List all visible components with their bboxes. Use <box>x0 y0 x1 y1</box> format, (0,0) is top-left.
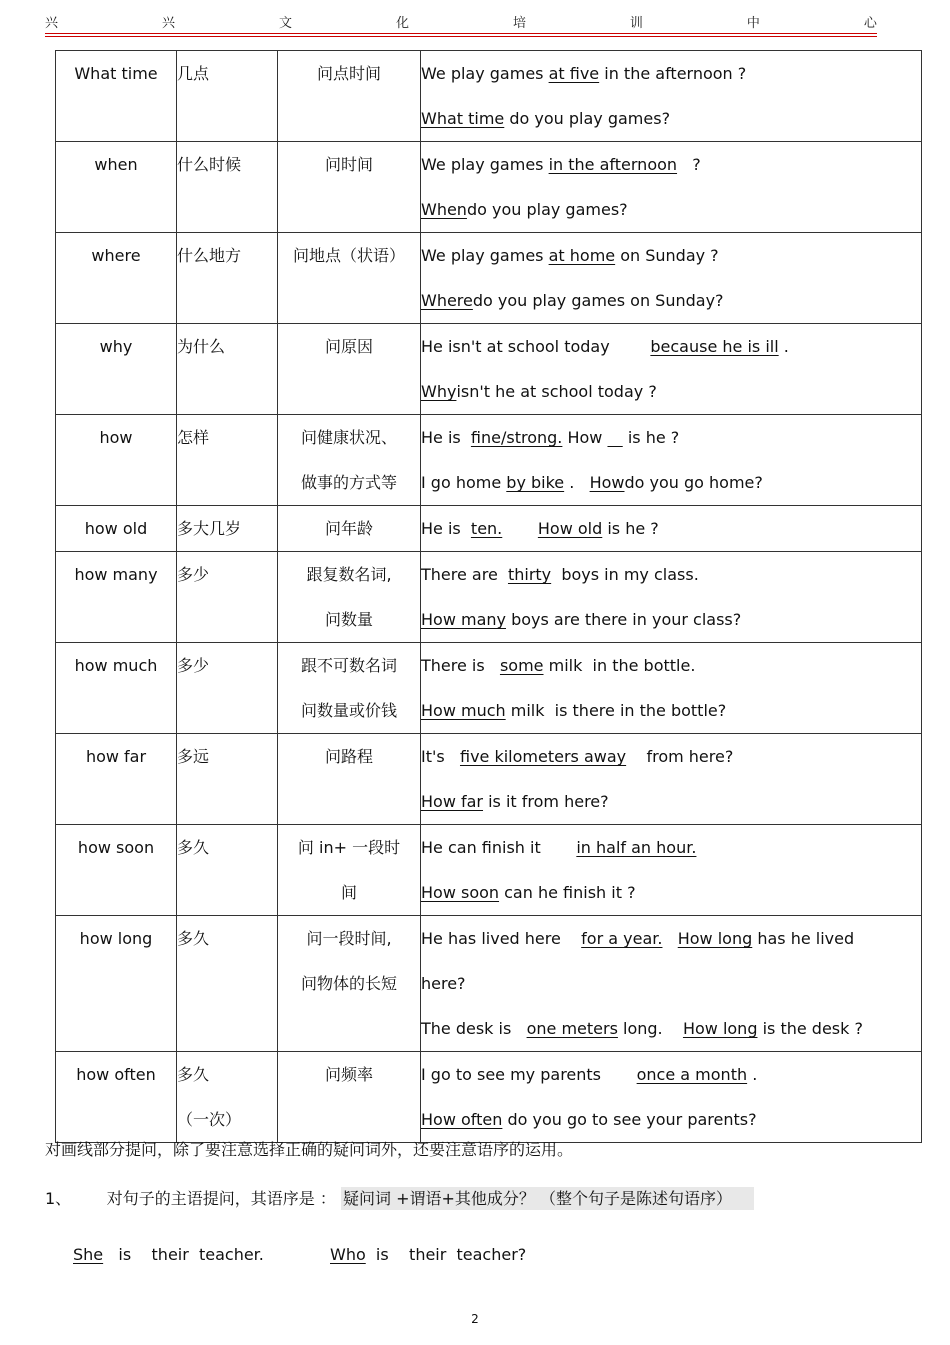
question-word-table <box>55 50 922 1143</box>
usage-line: 问年龄 <box>324 519 373 538</box>
sentence-text: is he ? <box>622 428 680 447</box>
example-line <box>421 187 921 232</box>
sentence-text: can he finish it ? <box>499 883 636 902</box>
example-line <box>421 916 921 961</box>
example-cell <box>421 643 922 734</box>
table-row <box>56 142 922 233</box>
example-line <box>421 369 921 414</box>
sentence-text: from here? <box>626 747 734 766</box>
underlined-answer: How long <box>677 929 753 948</box>
usage-cell <box>278 415 421 506</box>
meaning: 什么时候 <box>177 155 242 174</box>
sentence-text: We play games <box>421 155 549 174</box>
usage-cell <box>278 233 421 324</box>
usage-line: 问路程 <box>324 747 373 766</box>
example-line <box>421 552 921 597</box>
meaning-cell <box>177 324 278 415</box>
underlined-answer: once a month <box>636 1065 748 1084</box>
sentence-text: here? <box>421 974 466 993</box>
example-cell <box>421 51 922 142</box>
table-row <box>56 916 922 1052</box>
question-word: how many <box>74 565 158 584</box>
underlined-answer: by bike <box>506 473 565 492</box>
sentence-text: milk is there in the bottle? <box>505 701 727 720</box>
meaning-cell <box>177 1052 278 1143</box>
example-sentence <box>73 1245 526 1264</box>
question-word: how much <box>74 656 158 675</box>
meaning-cell <box>177 506 278 552</box>
sentence-text: do you go to see your parents? <box>502 1110 757 1129</box>
example-line <box>421 142 921 187</box>
sentence-text: I go home <box>421 473 507 492</box>
header-rule-secondary <box>45 36 877 37</box>
example-line <box>421 734 921 779</box>
question-word: when <box>94 155 138 174</box>
underlined-answer: How long <box>682 1019 758 1038</box>
usage-line: 问一段时间, <box>306 929 392 948</box>
sentence-text: He isn't at school today <box>421 337 651 356</box>
sentence-text: is he ? <box>602 519 659 538</box>
meaning: 什么地方 <box>177 246 242 265</box>
header-char: 培 <box>512 16 526 31</box>
sentence-text: isn't he at school today ? <box>456 382 657 401</box>
underlined-answer: How many <box>421 610 506 629</box>
meaning-cell <box>177 643 278 734</box>
example-line <box>421 688 921 733</box>
question-word: why <box>99 337 133 356</box>
header-char: 心 <box>863 16 877 31</box>
meaning-cell <box>177 825 278 916</box>
usage-cell <box>278 643 421 734</box>
underlined-answer: How soon <box>421 883 500 902</box>
sentence-text: . <box>747 1065 758 1084</box>
example-line <box>421 506 921 551</box>
example-cell <box>421 1052 922 1143</box>
meaning-cell <box>177 51 278 142</box>
question-word: how soon <box>77 838 155 857</box>
question-word-cell <box>56 552 177 643</box>
table-row <box>56 734 922 825</box>
question-word-cell <box>56 51 177 142</box>
example-cell <box>421 825 922 916</box>
question-word-cell <box>56 233 177 324</box>
table-row <box>56 415 922 506</box>
example-line <box>421 324 921 369</box>
table-row <box>56 324 922 415</box>
usage-line: 问健康状况、 <box>300 428 397 447</box>
sentence-text: in the afternoon ? <box>599 64 747 83</box>
example-line <box>421 233 921 278</box>
sentence-text: He can finish it <box>421 838 577 857</box>
underlined-answer <box>607 428 622 447</box>
sentence-text: has he lived <box>752 929 855 948</box>
question-word-cell <box>56 324 177 415</box>
example-line <box>421 415 921 460</box>
rule-text: 对句子的主语提问，其语序是 ： <box>106 1189 336 1208</box>
example-line <box>421 96 921 141</box>
table-row <box>56 1052 922 1143</box>
question-word: where <box>91 246 141 265</box>
sentence-text <box>502 519 538 538</box>
example-cell <box>421 324 922 415</box>
underlined-answer: in half an hour. <box>576 838 697 857</box>
usage-line: 问物体的长短 <box>300 974 397 993</box>
example-line <box>421 643 921 688</box>
underlined-answer: because he is ill <box>650 337 779 356</box>
header-char: 中 <box>746 16 760 31</box>
sentence-text: do you play games? <box>466 200 628 219</box>
sentence-text: long. <box>617 1019 683 1038</box>
usage-line: 间 <box>340 883 357 902</box>
meaning: 多大几岁 <box>177 519 242 538</box>
sentence-text: milk in the bottle. <box>543 656 696 675</box>
sentence-text: The desk is <box>421 1019 527 1038</box>
meaning-cell <box>177 233 278 324</box>
usage-line: 做事的方式等 <box>300 473 397 492</box>
underlined-answer: Where <box>421 291 473 310</box>
sentence-text: do you play games on Sunday? <box>472 291 724 310</box>
question-word: how long <box>79 929 153 948</box>
header-char: 训 <box>629 16 643 31</box>
example-line <box>421 825 921 870</box>
sentence-text: ? <box>677 155 701 174</box>
meaning-cell <box>177 552 278 643</box>
table-row <box>56 51 922 142</box>
example-cell <box>421 506 922 552</box>
question-word-cell <box>56 643 177 734</box>
example-line <box>421 597 921 642</box>
question-word-cell <box>56 415 177 506</box>
usage-cell <box>278 506 421 552</box>
example-cell <box>421 734 922 825</box>
example-line <box>421 278 921 323</box>
rule-1 <box>45 1186 754 1209</box>
example-line <box>421 779 921 824</box>
example-line <box>421 870 921 915</box>
meaning: 多远 <box>177 747 210 766</box>
underlined-answer: thirty <box>507 565 552 584</box>
sentence-text: He has lived here <box>421 929 582 948</box>
table-row <box>56 825 922 916</box>
example-question-rest: is their teacher? <box>365 1245 527 1264</box>
usage-line: 问地点（状语） <box>292 246 405 265</box>
underlined-answer: fine/strong. <box>470 428 563 447</box>
meaning-extra: （一次） <box>177 1110 242 1129</box>
header-char: 兴 <box>161 16 175 31</box>
underlined-answer: five kilometers away <box>459 747 627 766</box>
usage-line: 问点时间 <box>316 64 381 83</box>
example-cell <box>421 916 922 1052</box>
example-cell <box>421 142 922 233</box>
sentence-text: How <box>562 428 608 447</box>
sentence-text: There are <box>421 565 508 584</box>
question-word: how <box>99 428 133 447</box>
page-number: 2 <box>471 1312 479 1326</box>
sentence-text: is the desk ? <box>757 1019 863 1038</box>
example-cell <box>421 552 922 643</box>
usage-line: 跟复数名词, <box>306 565 392 584</box>
underlined-answer: How far <box>421 792 484 811</box>
example-line <box>421 1006 921 1051</box>
usage-cell <box>278 324 421 415</box>
meaning: 多少 <box>177 565 210 584</box>
usage-cell <box>278 552 421 643</box>
question-word: how far <box>85 747 147 766</box>
example-rest: is their teacher. <box>103 1245 330 1264</box>
meaning: 怎样 <box>177 428 210 447</box>
page-header <box>45 12 877 30</box>
meaning-cell <box>177 916 278 1052</box>
usage-line: 问原因 <box>324 337 373 356</box>
sentence-text: We play games <box>421 64 549 83</box>
usage-cell <box>278 734 421 825</box>
usage-cell <box>278 142 421 233</box>
meaning-cell <box>177 415 278 506</box>
meaning: 多少 <box>177 656 210 675</box>
meaning: 几点 <box>177 64 210 83</box>
header-char: 化 <box>395 16 409 31</box>
sentence-text: . <box>564 473 590 492</box>
usage-cell <box>278 51 421 142</box>
sentence-text: . <box>778 337 789 356</box>
meaning: 多久 <box>177 929 210 948</box>
underlined-answer: at five <box>548 64 600 83</box>
meaning: 多久 <box>177 838 210 857</box>
sentence-text: boys are there in your class? <box>506 610 742 629</box>
usage-cell <box>278 916 421 1052</box>
sentence-text: is it from here? <box>483 792 609 811</box>
underlined-answer: in the afternoon <box>548 155 678 174</box>
sentence-text: on Sunday ? <box>615 246 719 265</box>
usage-line: 问 in+ 一段时 <box>297 838 401 857</box>
question-word-cell <box>56 506 177 552</box>
underlined-answer: Why <box>421 382 457 401</box>
usage-line: 问数量 <box>324 610 373 629</box>
example-cell <box>421 233 922 324</box>
underlined-answer: How much <box>421 701 506 720</box>
question-word-cell <box>56 825 177 916</box>
example-line <box>421 460 921 505</box>
question-word-cell <box>56 734 177 825</box>
header-char: 文 <box>278 16 292 31</box>
meaning-cell <box>177 734 278 825</box>
usage-line: 跟不可数名词 <box>300 656 397 675</box>
sentence-text <box>662 929 677 948</box>
header-rule <box>45 33 877 34</box>
header-char: 兴 <box>45 16 59 31</box>
question-word: What time <box>74 64 158 83</box>
underlined-answer: at home <box>548 246 616 265</box>
table-row <box>56 552 922 643</box>
underlined-answer: How <box>589 473 625 492</box>
question-word: how old <box>84 519 148 538</box>
example-cell <box>421 415 922 506</box>
sentence-text: It's <box>421 747 460 766</box>
underlined-answer: one meters <box>526 1019 618 1038</box>
meaning-cell <box>177 142 278 233</box>
underlined-answer: some <box>499 656 544 675</box>
usage-line: 问频率 <box>324 1065 373 1084</box>
underlined-answer: How old <box>537 519 603 538</box>
sentence-text: There is <box>421 656 500 675</box>
underlined-answer: ten. <box>470 519 503 538</box>
rule-formula: 疑问词 +谓语+其他成分？ （整个句子是陈述句语序） <box>341 1187 754 1210</box>
example-subject: She <box>73 1245 104 1264</box>
table-row <box>56 506 922 552</box>
usage-cell <box>278 825 421 916</box>
rule-number: 1、 <box>45 1189 72 1208</box>
underlined-answer: for a year. <box>581 929 663 948</box>
example-line <box>421 1052 921 1097</box>
question-word: how often <box>76 1065 156 1084</box>
underlined-answer: When <box>421 200 467 219</box>
question-word-cell <box>56 142 177 233</box>
usage-line: 问时间 <box>324 155 373 174</box>
usage-line: 问数量或价钱 <box>300 701 397 720</box>
sentence-text: I go to see my parents <box>421 1065 637 1084</box>
sentence-text: do you go home? <box>624 473 763 492</box>
question-word-cell <box>56 916 177 1052</box>
meaning: 为什么 <box>177 337 226 356</box>
underlined-answer: How often <box>421 1110 503 1129</box>
sentence-text: He is <box>421 428 471 447</box>
table-row <box>56 233 922 324</box>
example-line <box>421 961 921 1006</box>
sentence-text: boys in my class. <box>551 565 699 584</box>
table-row <box>56 643 922 734</box>
question-word-cell <box>56 1052 177 1143</box>
example-line <box>421 51 921 96</box>
sentence-text: He is <box>421 519 471 538</box>
underlined-answer: What time <box>421 109 505 128</box>
example-line <box>421 1097 921 1142</box>
usage-cell <box>278 1052 421 1143</box>
sentence-text: do you play games? <box>504 109 671 128</box>
note-text: 对画线部分提问，除了要注意选择正确的疑问词外，还要注意语序的运用。 <box>45 1140 574 1159</box>
sentence-text: We play games <box>421 246 549 265</box>
meaning: 多久 <box>177 1065 210 1084</box>
example-wh-word: Who <box>330 1245 366 1264</box>
